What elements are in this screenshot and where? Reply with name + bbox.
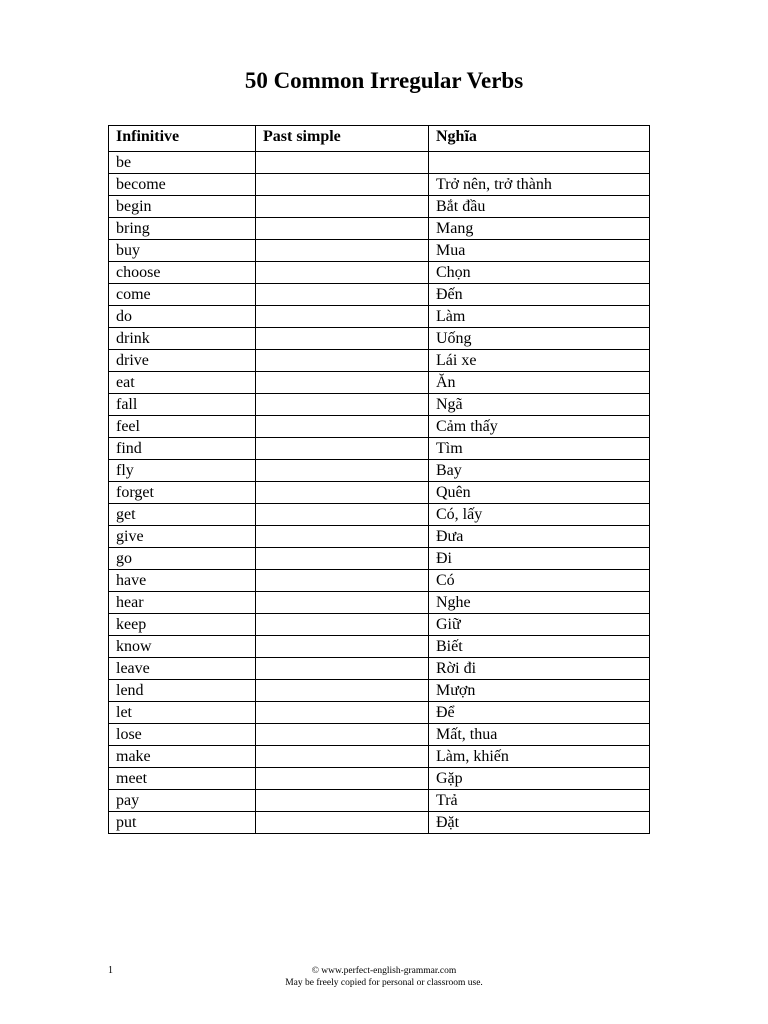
page-number: 1: [108, 965, 113, 976]
cell-meaning: Bay: [429, 460, 650, 482]
cell-past-simple: [256, 174, 429, 196]
cell-past-simple: [256, 526, 429, 548]
cell-infinitive: do: [109, 306, 256, 328]
cell-infinitive: drink: [109, 328, 256, 350]
table-row: [109, 790, 650, 812]
table-row: [109, 174, 650, 196]
cell-past-simple: [256, 680, 429, 702]
cell-past-simple: [256, 350, 429, 372]
cell-infinitive: bring: [109, 218, 256, 240]
cell-infinitive: pay: [109, 790, 256, 812]
cell-past-simple: [256, 416, 429, 438]
cell-meaning: Làm, khiến: [429, 746, 650, 768]
cell-meaning: Quên: [429, 482, 650, 504]
cell-past-simple: [256, 790, 429, 812]
page-title: 50 Common Irregular Verbs: [244, 68, 524, 93]
cell-past-simple: [256, 438, 429, 460]
cell-past-simple: [256, 372, 429, 394]
table-row: [109, 504, 650, 526]
cell-infinitive: have: [109, 570, 256, 592]
cell-infinitive: fall: [109, 394, 256, 416]
table-row: [109, 394, 650, 416]
cell-meaning: Mượn: [429, 680, 650, 702]
cell-infinitive: become: [109, 174, 256, 196]
cell-infinitive: eat: [109, 372, 256, 394]
table-row: [109, 636, 650, 658]
cell-meaning: Nghe: [429, 592, 650, 614]
table-row: [109, 460, 650, 482]
cell-infinitive: lend: [109, 680, 256, 702]
table-row: [109, 372, 650, 394]
cell-infinitive: buy: [109, 240, 256, 262]
cell-meaning: Đưa: [429, 526, 650, 548]
column-header-meaning: Nghĩa: [429, 126, 650, 152]
table-row: [109, 614, 650, 636]
cell-past-simple: [256, 460, 429, 482]
cell-meaning: Mất, thua: [429, 724, 650, 746]
cell-infinitive: begin: [109, 196, 256, 218]
cell-infinitive: hear: [109, 592, 256, 614]
cell-infinitive: put: [109, 812, 256, 834]
cell-infinitive: lose: [109, 724, 256, 746]
table-row: [109, 526, 650, 548]
cell-meaning: Có: [429, 570, 650, 592]
cell-past-simple: [256, 636, 429, 658]
cell-past-simple: [256, 548, 429, 570]
cell-meaning: Tìm: [429, 438, 650, 460]
column-header-past-simple: Past simple: [256, 126, 429, 152]
table-row: [109, 768, 650, 790]
table-row: [109, 658, 650, 680]
cell-infinitive: go: [109, 548, 256, 570]
cell-meaning: Chọn: [429, 262, 650, 284]
cell-meaning: Gặp: [429, 768, 650, 790]
cell-meaning: Mua: [429, 240, 650, 262]
cell-meaning: Uống: [429, 328, 650, 350]
cell-meaning: Có, lấy: [429, 504, 650, 526]
cell-meaning: Trả: [429, 790, 650, 812]
cell-meaning: Ngã: [429, 394, 650, 416]
table-row: [109, 570, 650, 592]
cell-infinitive: know: [109, 636, 256, 658]
cell-infinitive: keep: [109, 614, 256, 636]
table-row: [109, 746, 650, 768]
cell-meaning: Lái xe: [429, 350, 650, 372]
table-row: [109, 592, 650, 614]
cell-past-simple: [256, 196, 429, 218]
cell-infinitive: be: [109, 152, 256, 174]
cell-infinitive: get: [109, 504, 256, 526]
footer-copyright: © www.perfect-english-grammar.com: [311, 966, 457, 976]
cell-infinitive: let: [109, 702, 256, 724]
cell-past-simple: [256, 262, 429, 284]
cell-meaning: Giữ: [429, 614, 650, 636]
table-row: [109, 306, 650, 328]
cell-infinitive: fly: [109, 460, 256, 482]
cell-infinitive: give: [109, 526, 256, 548]
table-row: [109, 548, 650, 570]
cell-infinitive: meet: [109, 768, 256, 790]
cell-meaning: Để: [429, 702, 650, 724]
table-row: [109, 724, 650, 746]
table-row: [109, 438, 650, 460]
cell-past-simple: [256, 658, 429, 680]
cell-meaning: Đến: [429, 284, 650, 306]
cell-infinitive: feel: [109, 416, 256, 438]
table-row: [109, 680, 650, 702]
cell-past-simple: [256, 614, 429, 636]
cell-meaning: Biết: [429, 636, 650, 658]
table-row: [109, 218, 650, 240]
table-row: [109, 702, 650, 724]
cell-infinitive: find: [109, 438, 256, 460]
cell-meaning: Làm: [429, 306, 650, 328]
cell-meaning: Mang: [429, 218, 650, 240]
table-row: [109, 416, 650, 438]
table-row: [109, 482, 650, 504]
cell-meaning: Cảm thấy: [429, 416, 650, 438]
cell-past-simple: [256, 724, 429, 746]
cell-infinitive: come: [109, 284, 256, 306]
table-row: [109, 196, 650, 218]
cell-past-simple: [256, 812, 429, 834]
cell-infinitive: drive: [109, 350, 256, 372]
column-header-infinitive: Infinitive: [109, 126, 256, 152]
table-row: [109, 284, 650, 306]
cell-meaning: Bắt đầu: [429, 196, 650, 218]
cell-past-simple: [256, 592, 429, 614]
cell-past-simple: [256, 702, 429, 724]
cell-past-simple: [256, 570, 429, 592]
verbs-table: [108, 125, 650, 834]
table-row: [109, 350, 650, 372]
cell-meaning: Trở nên, trở thành: [429, 174, 650, 196]
cell-past-simple: [256, 284, 429, 306]
cell-meaning: Đặt: [429, 812, 650, 834]
cell-past-simple: [256, 328, 429, 350]
cell-past-simple: [256, 218, 429, 240]
cell-past-simple: [256, 482, 429, 504]
cell-infinitive: forget: [109, 482, 256, 504]
footer-note: May be freely copied for personal or classroom use.: [285, 978, 483, 988]
cell-meaning: [429, 152, 650, 174]
table-header-row: [109, 126, 650, 152]
cell-past-simple: [256, 746, 429, 768]
cell-past-simple: [256, 394, 429, 416]
table-row: [109, 152, 650, 174]
cell-past-simple: [256, 240, 429, 262]
cell-past-simple: [256, 152, 429, 174]
cell-past-simple: [256, 768, 429, 790]
table-row: [109, 328, 650, 350]
cell-meaning: Rời đi: [429, 658, 650, 680]
table-row: [109, 812, 650, 834]
cell-past-simple: [256, 306, 429, 328]
cell-infinitive: leave: [109, 658, 256, 680]
cell-meaning: Đi: [429, 548, 650, 570]
cell-past-simple: [256, 504, 429, 526]
page-footer: [0, 965, 768, 989]
cell-infinitive: choose: [109, 262, 256, 284]
cell-infinitive: make: [109, 746, 256, 768]
cell-meaning: Ăn: [429, 372, 650, 394]
table-row: [109, 262, 650, 284]
table-body: [109, 152, 650, 834]
table-row: [109, 240, 650, 262]
